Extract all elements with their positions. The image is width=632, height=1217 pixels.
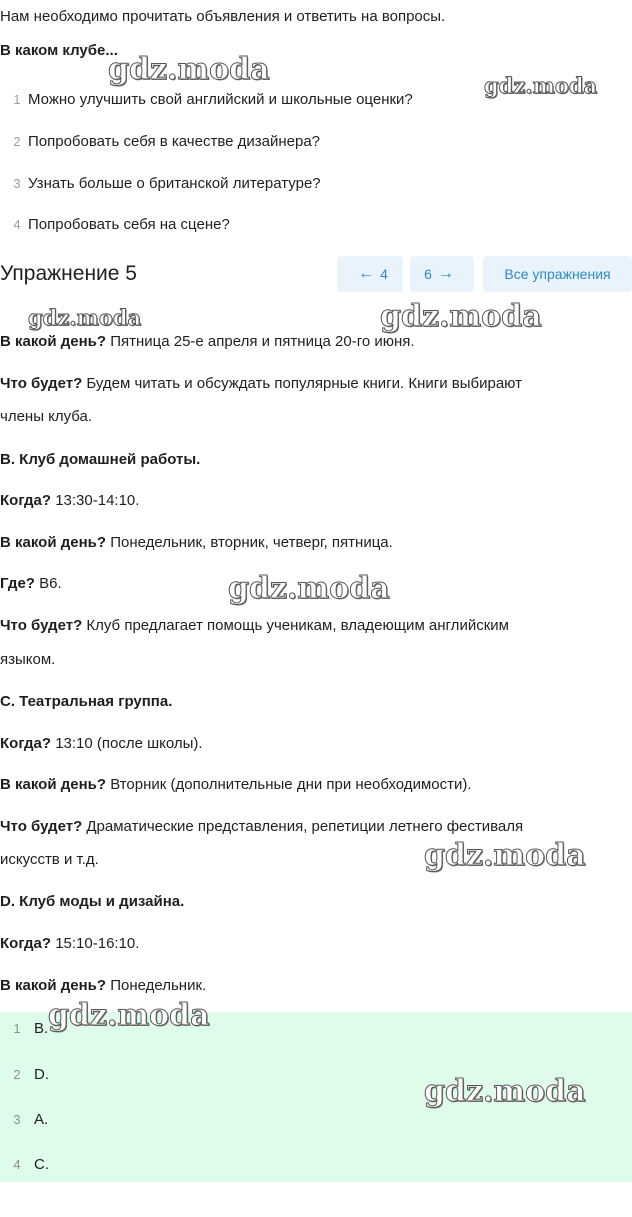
all-exercises-label: Все упражнения <box>504 266 611 282</box>
value: 15:10-16:10. <box>51 935 140 952</box>
value: Драматические представления, репетиции летнего фестиваля <box>82 818 524 835</box>
item-text: Попробовать себя в качестве дизайнера? <box>28 133 321 150</box>
answer-item <box>0 1066 49 1084</box>
text-line <box>0 776 472 794</box>
list-item <box>0 175 321 193</box>
answer-item <box>0 1020 48 1038</box>
list-item <box>0 91 413 109</box>
section-heading: C. Театральная группа. <box>0 693 173 710</box>
text-line <box>0 375 522 393</box>
answer-text: B. <box>34 1020 49 1037</box>
item-number: 4 <box>13 217 21 232</box>
watermark: gdz.moda <box>424 838 586 873</box>
text-line <box>0 977 206 995</box>
label: Когда? <box>0 735 52 752</box>
answer-text: D. <box>34 1066 49 1083</box>
all-exercises-button[interactable] <box>483 256 632 292</box>
item-text: Узнать больше о британской литературе? <box>28 175 321 192</box>
item-number: 3 <box>13 1112 21 1127</box>
value: Вторник (дополнительные дни при необходимости). <box>106 776 472 793</box>
arrow-left-icon: ← <box>358 265 375 282</box>
intro-text: Нам необходимо прочитать объявления и ответить на вопросы. <box>0 8 446 25</box>
value: искусств и т.д. <box>0 851 99 868</box>
text-line <box>0 534 393 552</box>
text-line <box>0 408 92 426</box>
section-heading: D. Клуб моды и дизайна. <box>0 893 185 910</box>
text-line <box>0 333 415 351</box>
label: В какой день? <box>0 333 107 350</box>
item-number: 3 <box>13 176 21 191</box>
label: Что будет? <box>0 617 83 634</box>
item-number: 1 <box>13 1021 21 1036</box>
value: Понедельник. <box>106 977 207 994</box>
next-exercise-button[interactable] <box>410 256 474 292</box>
value: члены клуба. <box>0 408 93 425</box>
exercise-title: Упражнение 5 <box>0 262 137 285</box>
label: Когда? <box>0 935 52 952</box>
label: Что будет? <box>0 375 83 392</box>
text-line <box>0 851 99 869</box>
watermark: gdz.moda <box>484 73 598 98</box>
arrow-right-icon: → <box>437 265 454 282</box>
text-line <box>0 935 139 953</box>
value: Понедельник, вторник, четверг, пятница. <box>106 534 393 551</box>
item-number: 2 <box>13 134 21 149</box>
watermark: gdz.moda <box>48 998 210 1033</box>
item-number: 1 <box>13 92 21 107</box>
value: B6. <box>34 575 62 592</box>
answer-item <box>0 1111 48 1129</box>
value: 13:10 (после школы). <box>51 735 203 752</box>
watermark: gdz.moda <box>228 571 390 606</box>
answer-item <box>0 1156 49 1174</box>
watermark: gdz.moda <box>380 299 542 334</box>
label: В какой день? <box>0 534 107 551</box>
item-number: 2 <box>13 1067 21 1082</box>
list-item <box>0 133 320 151</box>
watermark: gdz.moda <box>108 52 270 87</box>
text-line <box>0 651 55 669</box>
item-number: 4 <box>13 1157 21 1172</box>
text-line <box>0 818 523 836</box>
label: Где? <box>0 575 35 592</box>
label: Когда? <box>0 492 52 509</box>
text-line <box>0 735 203 753</box>
text-line <box>0 492 139 510</box>
prev-exercise-label: 4 <box>380 266 388 282</box>
text-line <box>0 617 509 635</box>
club-question-heading: В каком клубе... <box>0 42 118 59</box>
label: В какой день? <box>0 776 107 793</box>
answer-text: A. <box>34 1111 49 1128</box>
value: 13:30-14:10. <box>51 492 140 509</box>
value: Клуб предлагает помощь ученикам, владеющим английским <box>82 617 509 634</box>
value: Будем читать и обсуждать популярные книги. Книги выбирают <box>82 375 522 392</box>
value: Пятница 25-е апреля и пятница 20-го июня. <box>106 333 415 350</box>
item-text: Попробовать себя на сцене? <box>28 216 230 233</box>
list-item <box>0 216 230 234</box>
label: В какой день? <box>0 977 107 994</box>
watermark: gdz.moda <box>28 305 142 330</box>
section-heading: B. Клуб домашней работы. <box>0 451 201 468</box>
next-exercise-label: 6 <box>424 266 432 282</box>
value: языком. <box>0 651 56 668</box>
text-line <box>0 575 62 593</box>
prev-exercise-button[interactable] <box>337 256 403 292</box>
watermark: gdz.moda <box>424 1074 586 1109</box>
answer-text: C. <box>34 1156 49 1173</box>
item-text: Можно улучшить свой английский и школьные оценки? <box>28 91 413 108</box>
label: Что будет? <box>0 818 83 835</box>
